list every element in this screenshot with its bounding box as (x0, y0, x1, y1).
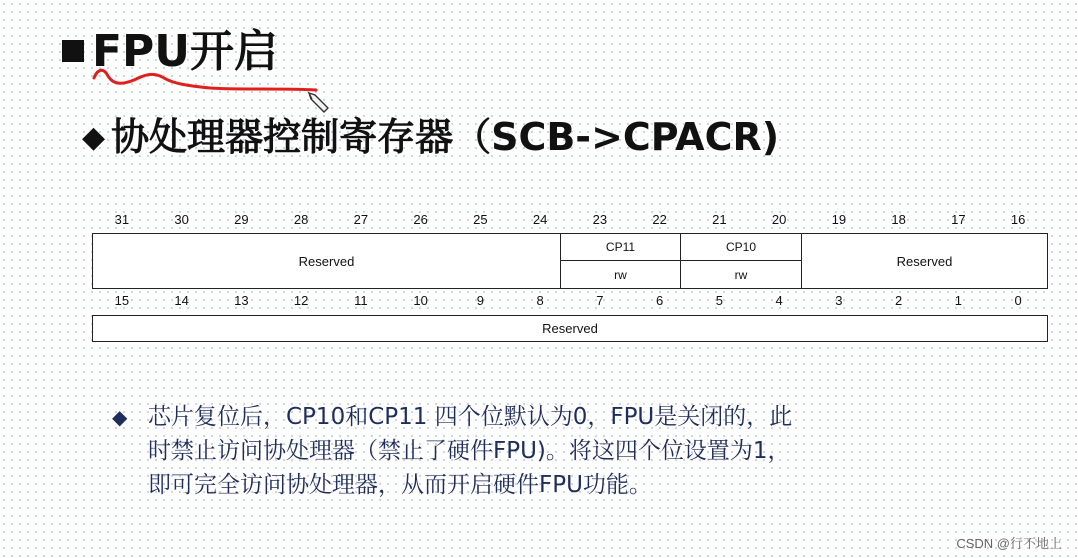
bit-number: 24 (532, 212, 548, 227)
reserved-label: Reserved (542, 321, 598, 336)
cp10-access: rw (734, 267, 748, 282)
description-paragraph (112, 400, 1032, 502)
slide-subtitle (82, 112, 779, 163)
description-line: 芯片复位后，CP10和CP11 四个位默认为0，FPU是关闭的，此 (148, 404, 793, 430)
cp11-name: CP11 (561, 234, 680, 261)
reserved-label: Reserved (298, 253, 355, 269)
bit-number: 14 (174, 293, 189, 308)
bit-number: 23 (592, 212, 608, 227)
bit-number: 3 (835, 293, 843, 308)
cp11-access: rw (614, 267, 627, 282)
slide-title-text: FPU开启 (92, 26, 279, 77)
square-bullet-icon (62, 40, 84, 62)
bit-number: 22 (652, 212, 667, 227)
bit-number: 0 (1014, 293, 1022, 308)
bit-number: 5 (715, 293, 723, 308)
bit-number: 13 (234, 293, 249, 308)
csdn-watermark: CSDN @行不地上 (956, 536, 1062, 551)
upper-register-row (92, 233, 1048, 289)
reserved-bits-19-16 (802, 234, 1047, 288)
bit-number: 30 (174, 212, 189, 227)
bit-number: 16 (1010, 212, 1026, 227)
bit-number: 27 (353, 212, 369, 227)
cp10-name: CP10 (681, 234, 801, 261)
upper-bit-numbers (92, 212, 1048, 230)
diamond-bullet-icon: ◆ (82, 120, 106, 155)
reserved-bits-15-0 (93, 316, 1047, 341)
description-line: 时禁止访问协处理器（禁止了硬件FPU)。将这四个位设置为1， (148, 438, 791, 464)
diamond-bullet-icon: ◆ (112, 405, 128, 429)
bit-number: 4 (775, 293, 783, 308)
reserved-bits-31-24 (93, 234, 561, 288)
bit-number: 12 (293, 293, 309, 308)
bit-number: 2 (895, 293, 903, 308)
slide-subtitle-text: 协处理器控制寄存器（SCB->CPACR) (111, 115, 780, 159)
cp11-field (561, 234, 681, 288)
bit-number: 17 (951, 212, 966, 227)
bit-number: 20 (771, 212, 787, 227)
cpacr-register-diagram (92, 208, 1048, 344)
lower-register-row (92, 315, 1048, 342)
bit-number: 31 (114, 212, 130, 227)
bit-number: 10 (413, 293, 428, 308)
bit-number: 29 (234, 212, 249, 227)
bit-number: 9 (476, 293, 484, 308)
bit-number: 28 (293, 212, 309, 227)
bit-number: 19 (831, 212, 847, 227)
bit-number: 15 (114, 293, 130, 308)
bit-number: 6 (656, 293, 664, 308)
bit-number: 26 (413, 212, 428, 227)
bit-number: 7 (596, 293, 604, 308)
red-underline-annotation (90, 64, 322, 94)
bit-number: 8 (536, 293, 544, 308)
description-line: 即可完全访问协处理器，从而开启硬件FPU功能。 (148, 472, 652, 498)
bit-number: 25 (473, 212, 488, 227)
bit-number: 18 (891, 212, 906, 227)
lower-bit-numbers (92, 293, 1048, 311)
bit-number: 11 (354, 293, 368, 308)
bit-number: 21 (712, 212, 727, 227)
bit-number: 1 (954, 293, 962, 308)
reserved-label: Reserved (896, 253, 953, 269)
cp10-field (681, 234, 802, 288)
